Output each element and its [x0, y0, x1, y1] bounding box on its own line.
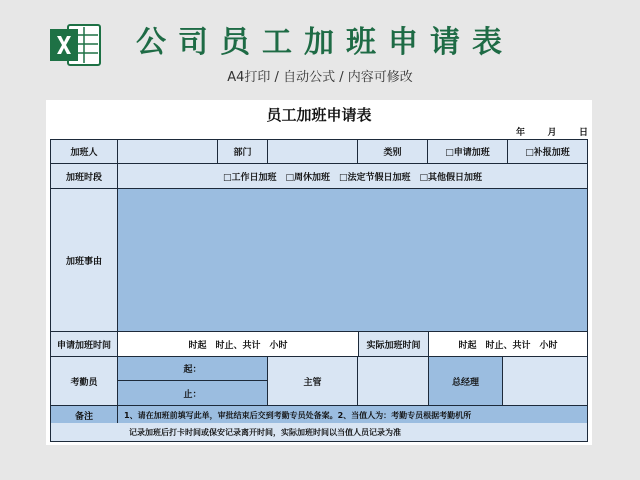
- date-year: 年: [516, 128, 526, 138]
- date-day: 日: [578, 128, 588, 138]
- form-sheet: [46, 100, 592, 445]
- notes-line-2: 记录加班后打卡时间或保安记录离开时间，实际加班时间以当值人员记录为准: [117, 423, 588, 442]
- applicant-label: 加班人: [50, 139, 118, 164]
- date-month: 月: [547, 128, 557, 138]
- reason-input[interactable]: [117, 188, 588, 332]
- department-label: 部门: [217, 139, 268, 164]
- notes-line-1: 1、请在加班前填写此单，审批结束后交到考勤专员处备案。2、当值人为：考勤专员根据考勤机所: [117, 405, 588, 424]
- form-title: 员工加班申请表: [266, 106, 372, 124]
- clerk-start-field[interactable]: 起：: [117, 356, 268, 381]
- category-label: 类别: [357, 139, 428, 164]
- option-supplement-checkbox[interactable]: □补报加班: [507, 139, 588, 164]
- notes-label-spacer: [50, 423, 118, 442]
- department-input[interactable]: [267, 139, 358, 164]
- manager-label: 总经理: [428, 356, 503, 406]
- reason-label: 加班事由: [50, 188, 118, 332]
- supervisor-label: 主管: [267, 356, 358, 406]
- excel-icon: [48, 22, 102, 68]
- page-subtitle: A4打印 / 自动公式 / 内容可修改: [227, 70, 413, 85]
- applicant-input[interactable]: [117, 139, 218, 164]
- date-line: [516, 127, 588, 139]
- actual-time-label: 实际加班时间: [358, 331, 429, 357]
- applied-time-label: 申请加班时间: [50, 331, 118, 357]
- period-label: 加班时段: [50, 163, 118, 189]
- manager-sign-field[interactable]: [502, 356, 588, 406]
- actual-time-input[interactable]: 时起 时止、共计 小时: [428, 331, 588, 357]
- notes-label: 备注: [50, 405, 118, 424]
- clerk-label: 考勤员: [50, 356, 118, 406]
- supervisor-sign-field[interactable]: [357, 356, 429, 406]
- applied-time-input[interactable]: 时起 时止、共计 小时: [117, 331, 359, 357]
- page-title: 公司员工加班申请表: [136, 25, 514, 60]
- option-apply-checkbox[interactable]: □申请加班: [427, 139, 508, 164]
- period-options[interactable]: □工作日加班 □周休加班 □法定节假日加班 □其他假日加班: [117, 163, 588, 189]
- clerk-end-field[interactable]: 止：: [117, 380, 268, 406]
